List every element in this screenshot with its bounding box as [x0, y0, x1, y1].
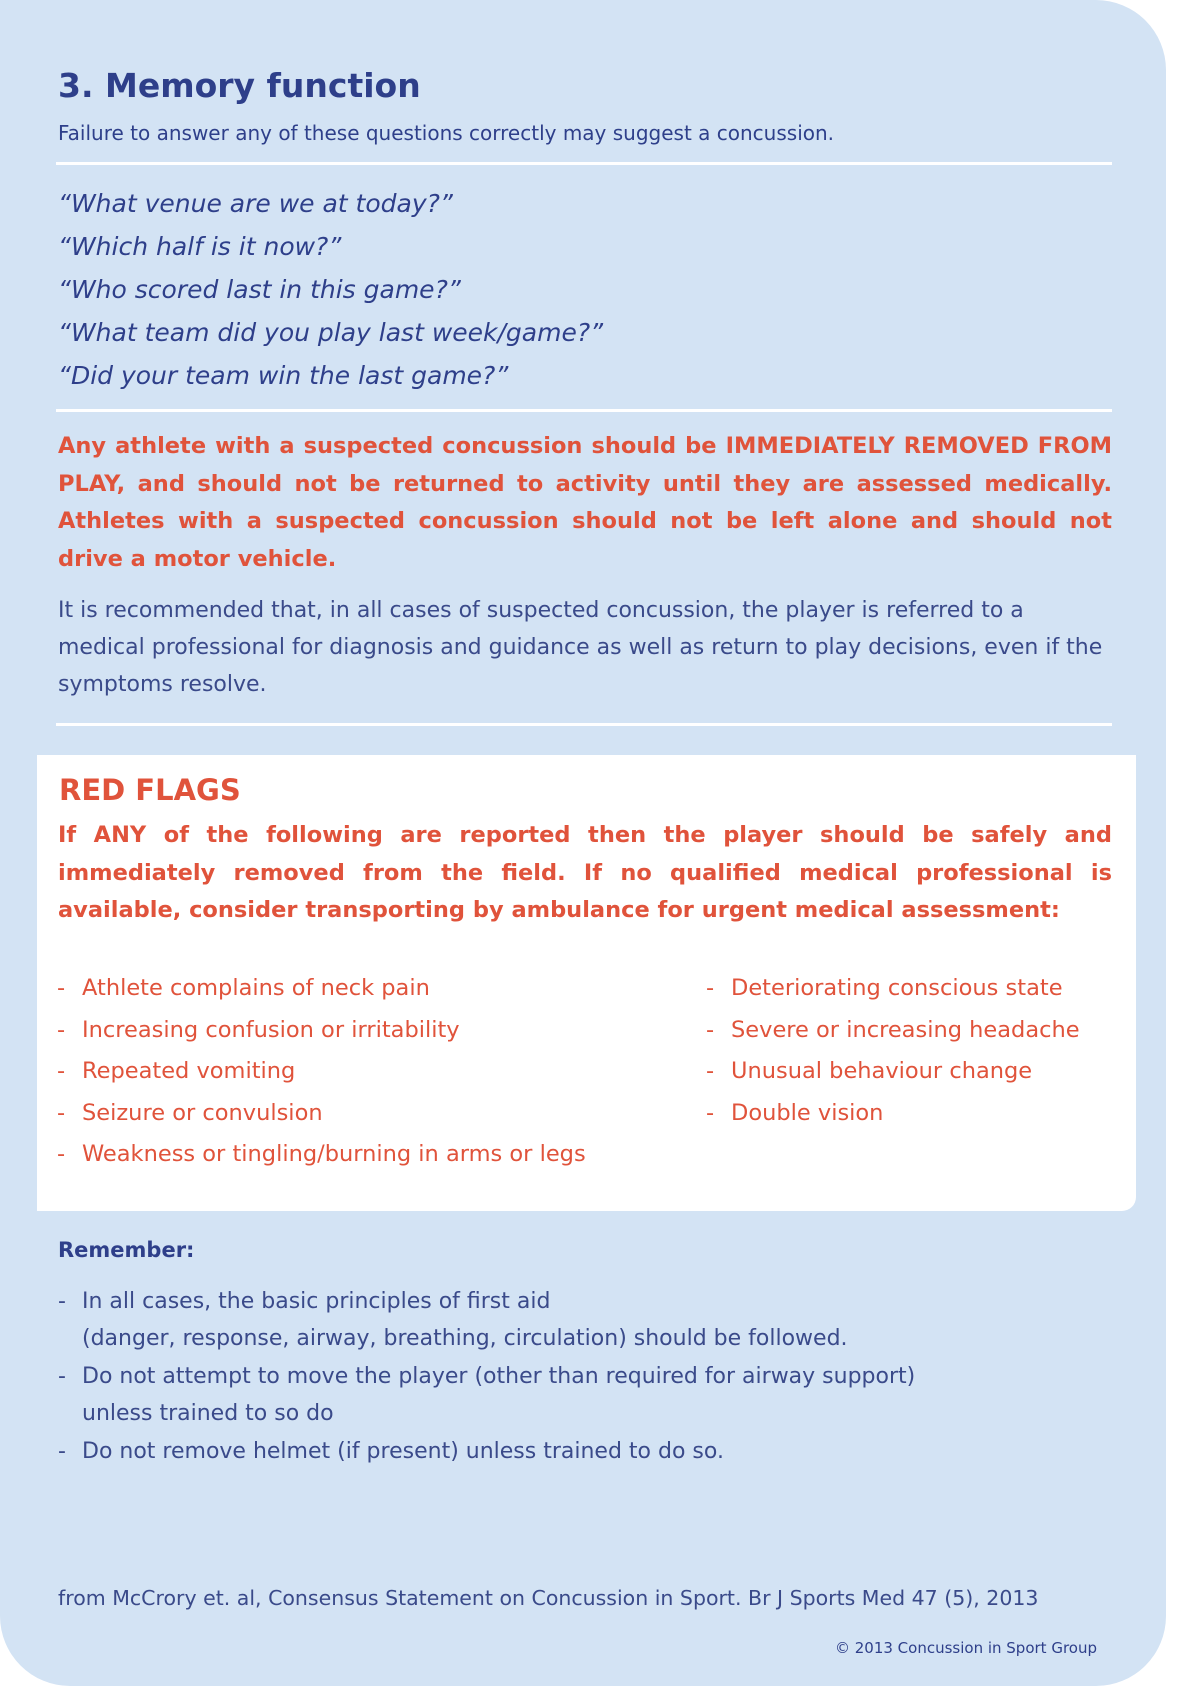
red-flag-item: [57, 1134, 586, 1176]
source-citation: from McCrory et. al, Consensus Statement on Concussion in Sport. Br J Sports Med 47 (5), 2013: [58, 1586, 1039, 1610]
divider: [56, 162, 1112, 165]
remember-item: [58, 1358, 915, 1432]
memory-question: “Did your team win the last game?”: [58, 361, 509, 390]
red-flag-text: Weakness or tingling/burning in arms or legs: [82, 1141, 586, 1167]
bullet-dash: -: [706, 1099, 715, 1126]
red-flag-item: [57, 1010, 586, 1052]
red-flag-text: Seizure or convulsion: [82, 1099, 323, 1126]
red-flag-text: Repeated vomiting: [82, 1058, 296, 1084]
red-flags-panel: [37, 755, 1136, 1211]
red-flag-text: Increasing confusion or irritability: [82, 1016, 460, 1043]
red-flag-item: [57, 1093, 586, 1135]
bullet-dash: -: [57, 1141, 66, 1167]
memory-question: “What team did you play last week/game?”: [58, 318, 604, 347]
remember-item: [58, 1433, 915, 1470]
section-heading: 3. Memory function: [58, 66, 421, 105]
bullet-dash: -: [706, 1058, 715, 1084]
red-flag-item: [706, 1051, 1080, 1093]
remember-title: Remember:: [58, 1238, 195, 1262]
copyright-notice: © 2013 Concussion in Sport Group: [834, 1639, 1097, 1657]
bullet-dash: -: [58, 1364, 66, 1389]
divider: [56, 723, 1112, 726]
bullet-dash: -: [706, 1016, 715, 1043]
red-flag-text: Double vision: [731, 1099, 884, 1126]
bullet-dash: -: [57, 1099, 66, 1126]
remember-text: In all cases, the basic principles of first aid: [82, 1289, 551, 1314]
red-flag-item: [706, 968, 1080, 1010]
red-flag-text: Unusual behaviour change: [731, 1058, 1033, 1084]
divider: [56, 409, 1112, 412]
red-flag-item: [706, 1093, 1080, 1135]
red-flag-text: Deteriorating conscious state: [731, 975, 1063, 1001]
bullet-dash: -: [57, 1058, 66, 1084]
memory-question: “Which half is it now?”: [58, 232, 342, 261]
bullet-dash: -: [58, 1439, 66, 1464]
red-flag-text: Athlete complains of neck pain: [82, 975, 430, 1001]
section-subheading: Failure to answer any of these questions correctly may suggest a concussion.: [58, 121, 835, 145]
remember-text: (danger, response, airway, breathing, circulation) should be followed.: [82, 1326, 848, 1351]
red-flags-list-left: [57, 968, 586, 1176]
remember-text: Do not remove helmet (if present) unless trained to do so.: [82, 1439, 724, 1464]
red-flag-item: [57, 968, 586, 1010]
removal-warning: Any athlete with a suspected concussion should be IMMEDIATELY REMOVED FROM PLAY, and should not be returned to activity until they are assessed medically. Athletes with a suspected concussion should not be left alone and should not drive a motor vehicle.: [58, 433, 1112, 572]
memory-question: “Who scored last in this game?”: [58, 275, 461, 304]
remember-text: Do not attempt to move the player (other than required for airway support): [82, 1364, 916, 1389]
remember-text: unless trained to so do: [82, 1401, 334, 1426]
remember-item: [58, 1283, 915, 1357]
bullet-dash: -: [57, 975, 66, 1001]
bullet-dash: -: [58, 1289, 66, 1314]
red-flags-list-right: [706, 968, 1080, 1134]
red-flags-title: RED FLAGS: [59, 773, 241, 807]
red-flag-text: Severe or increasing headache: [731, 1016, 1080, 1043]
red-flag-item: [57, 1051, 586, 1093]
memory-questions-list: [58, 182, 603, 397]
red-flags-intro: If ANY of the following are reported then the player should be safely and immediately removed from the field. If no qualified medical professional is available, consider transporting by ambulance for urgent medical assessment:: [58, 822, 1112, 923]
memory-question: “What venue are we at today?”: [58, 189, 453, 218]
remember-list: [58, 1283, 915, 1471]
bullet-dash: -: [706, 975, 715, 1001]
referral-recommendation: It is recommended that, in all cases of suspected concussion, the player is referred to a medical professional for diagnosis and guidance as well as return to play decisions, even if the symptoms resolve.: [58, 598, 1103, 697]
red-flag-item: [706, 1010, 1080, 1052]
bullet-dash: -: [57, 1016, 66, 1043]
